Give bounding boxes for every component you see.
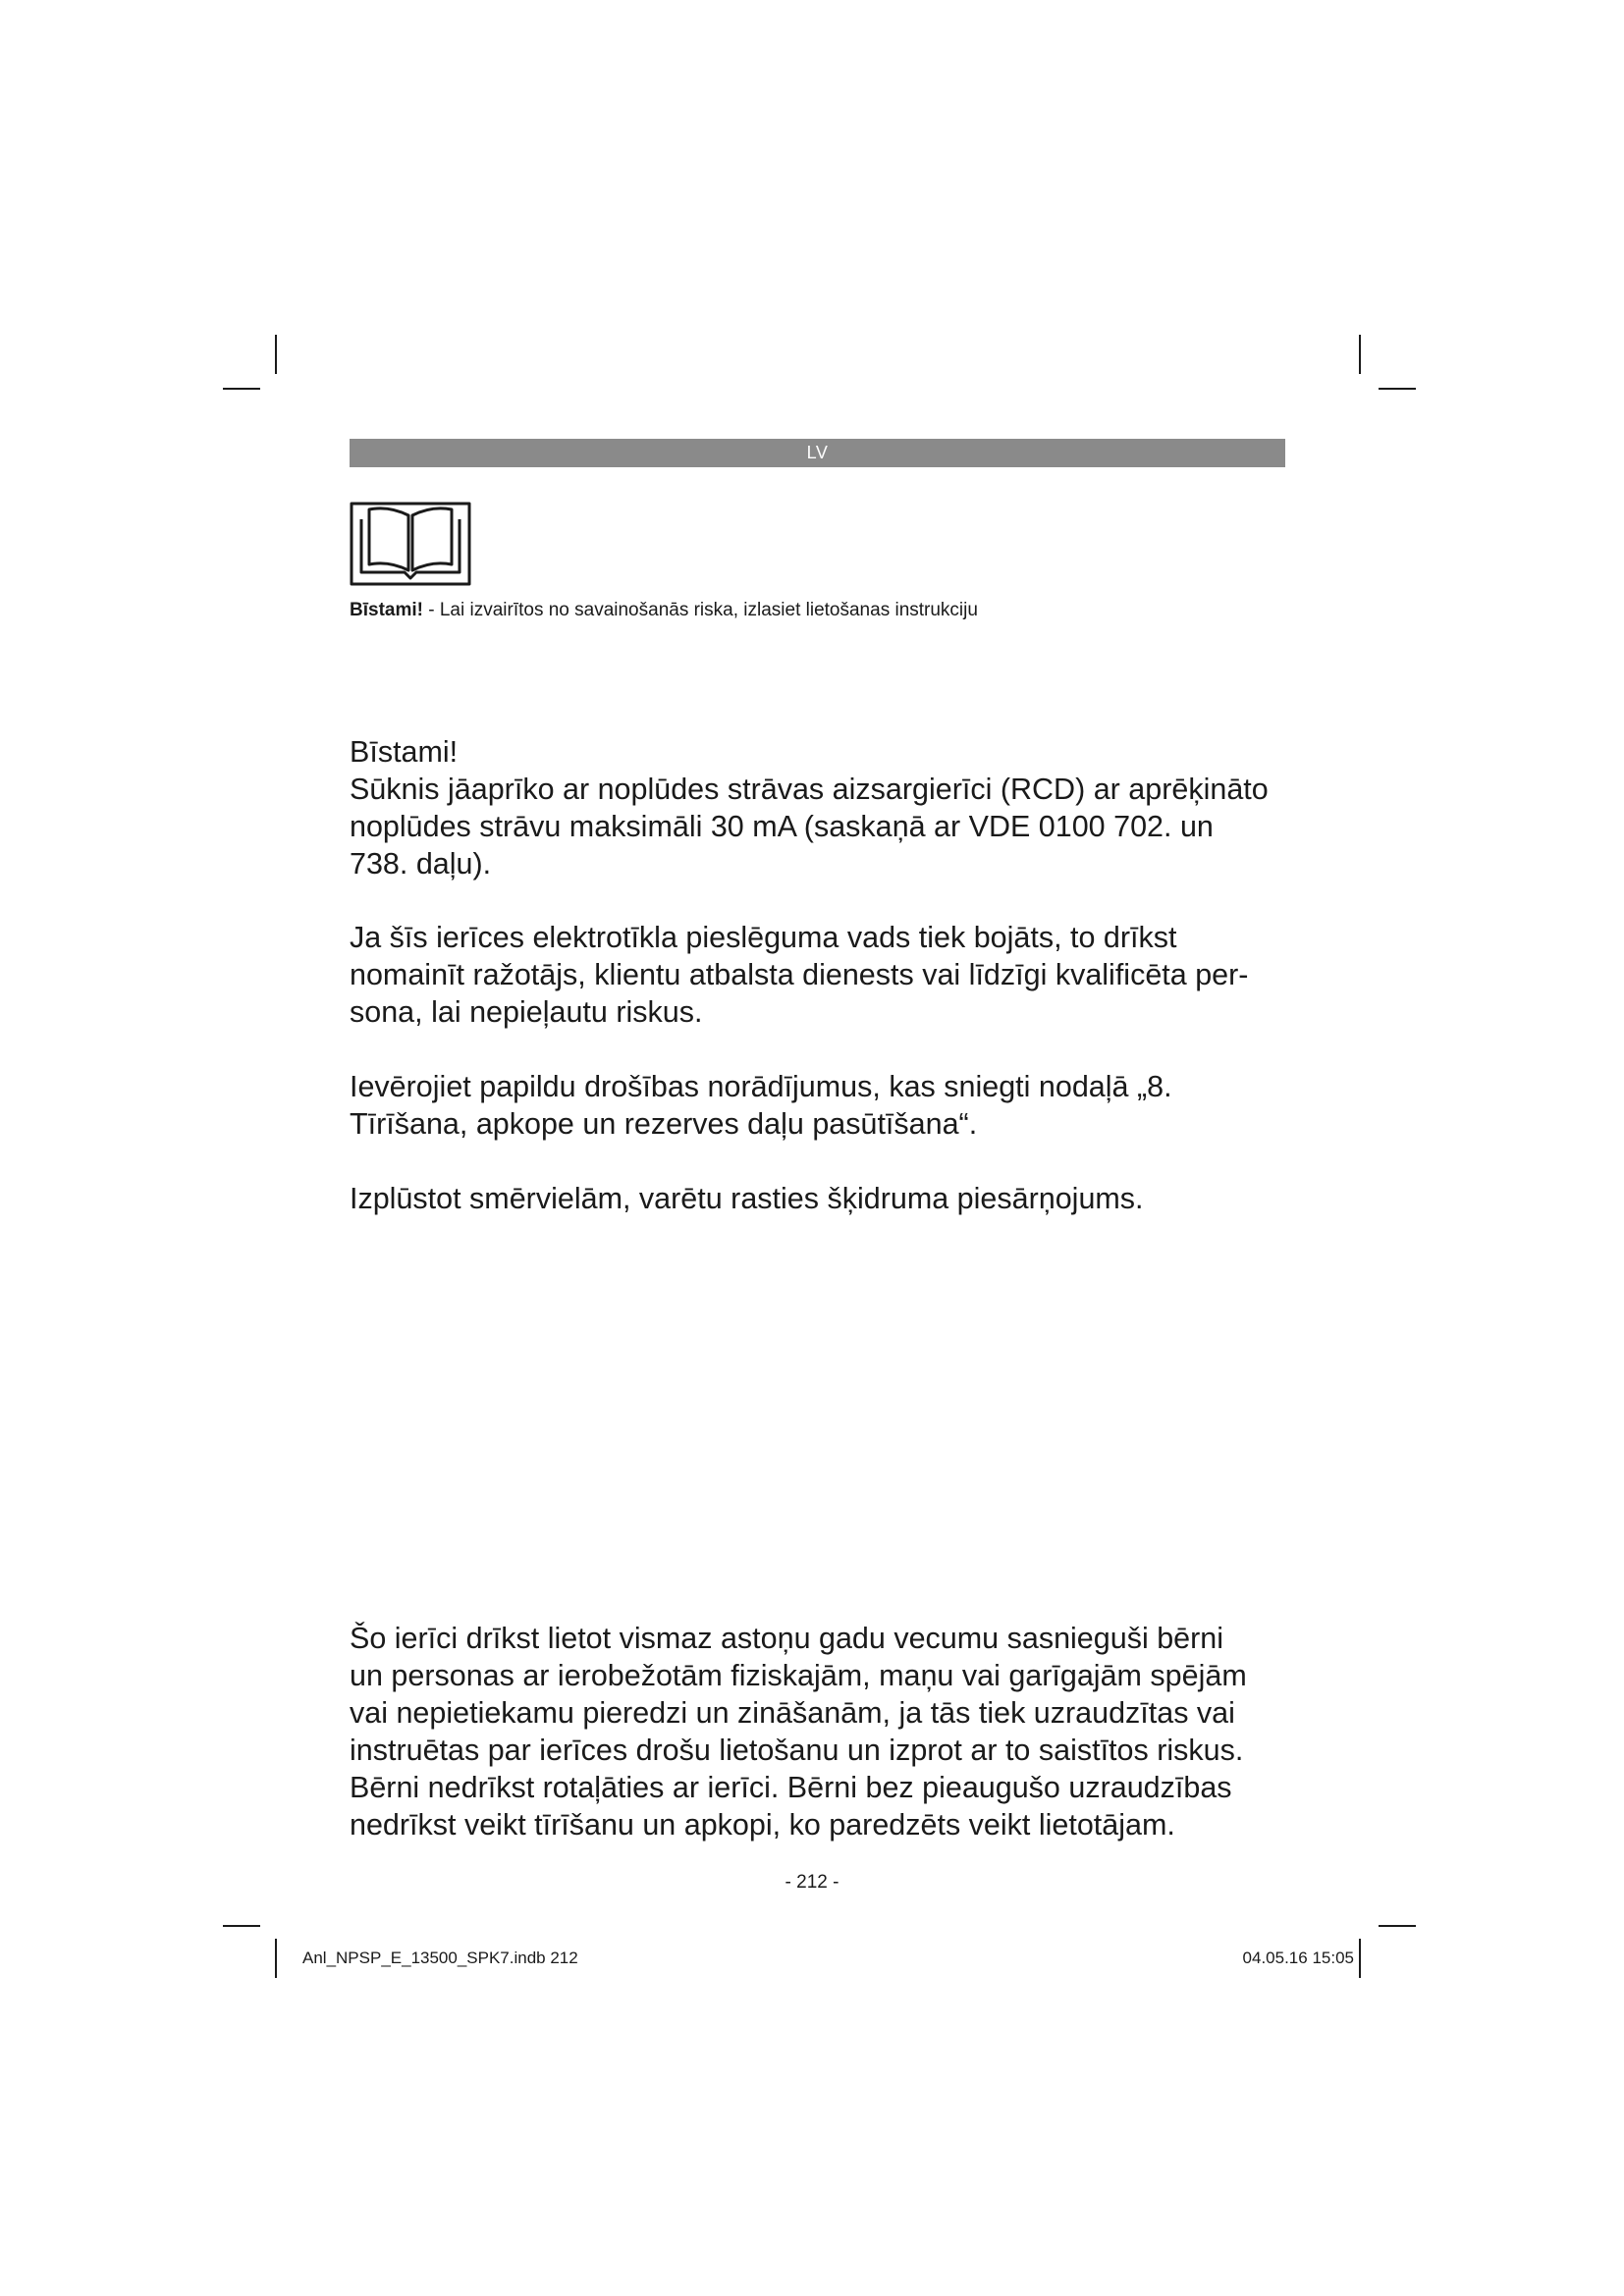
children-paragraph <box>350 1620 1331 1843</box>
text-line: vai nepietiekamu pieredzi un zināšanām, ja tās tiek uzraudzītas vai <box>350 1696 1235 1730</box>
crop-mark <box>275 335 277 374</box>
text-line: noplūdes strāvu maksimāli 30 mA (saskaņā ar VDE 0100 702. un <box>350 810 1214 843</box>
crop-mark <box>223 388 260 390</box>
footer-file-name: Anl_NPSP_E_13500_SPK7.indb 212 <box>302 1949 578 1967</box>
text-line: nedrīkst veikt tīrīšanu un apkopi, ko paredzēts veikt lietotājam. <box>350 1808 1175 1842</box>
lubricant-paragraph <box>350 1180 1331 1217</box>
warning-text: - Lai izvairītos no savainošanās riska, izlasiet lietošanas instrukciju <box>422 600 978 620</box>
crop-mark <box>275 1939 277 1978</box>
crop-mark <box>1359 1939 1361 1978</box>
language-header: LV <box>350 439 1285 467</box>
text-line: Bērni nedrīkst rotaļāties ar ierīci. Bērni bez pieaugušo uzraudzības <box>350 1771 1232 1804</box>
text-line: Ievērojiet papildu drošības norādījumus, kas sniegti nodaļā „8. <box>350 1070 1172 1103</box>
text-line: Tīrīšana, apkope un rezerves daļu pasūtīšana“. <box>350 1107 978 1141</box>
page-number: - 212 - <box>785 1872 839 1893</box>
text-line: 738. daļu). <box>350 847 492 881</box>
text-line: Sūknis jāaprīko ar noplūdes strāvas aizsargierīci (RCD) ar aprēķināto <box>350 773 1269 806</box>
safety-paragraph <box>350 1068 1331 1143</box>
open-book-icon <box>350 502 471 586</box>
text-line: sona, lai nepieļautu riskus. <box>350 995 703 1029</box>
cable-paragraph <box>350 919 1331 1031</box>
text-line: Šo ierīci drīkst lietot vismaz astoņu gadu vecumu sasnieguši bērni <box>350 1622 1224 1655</box>
text-line: instruētas par ierīces drošu lietošanu un izprot ar to saistītos riskus. <box>350 1734 1244 1767</box>
crop-mark <box>1359 335 1361 374</box>
crop-mark <box>1379 1925 1416 1927</box>
text-line: Bīstami! <box>350 735 459 769</box>
footer-date: 04.05.16 15:05 <box>1242 1949 1354 1967</box>
warning-notice <box>350 599 978 622</box>
text-line: un personas ar ierobežotām fiziskajām, maņu vai garīgajām spējām <box>350 1659 1247 1692</box>
text-line: nomainīt ražotājs, klientu atbalsta dienests vai līdzīgi kvalificēta per- <box>350 958 1249 991</box>
text-line: Izplūstot smērvielām, varētu rasties šķidruma piesārņojums. <box>350 1182 1144 1215</box>
text-line: Ja šīs ierīces elektrotīkla pieslēguma vads tiek bojāts, to drīkst <box>350 921 1177 954</box>
danger-paragraph <box>350 733 1331 882</box>
crop-mark <box>1379 388 1416 390</box>
crop-mark <box>223 1925 260 1927</box>
warning-label: Bīstami! <box>350 600 423 620</box>
